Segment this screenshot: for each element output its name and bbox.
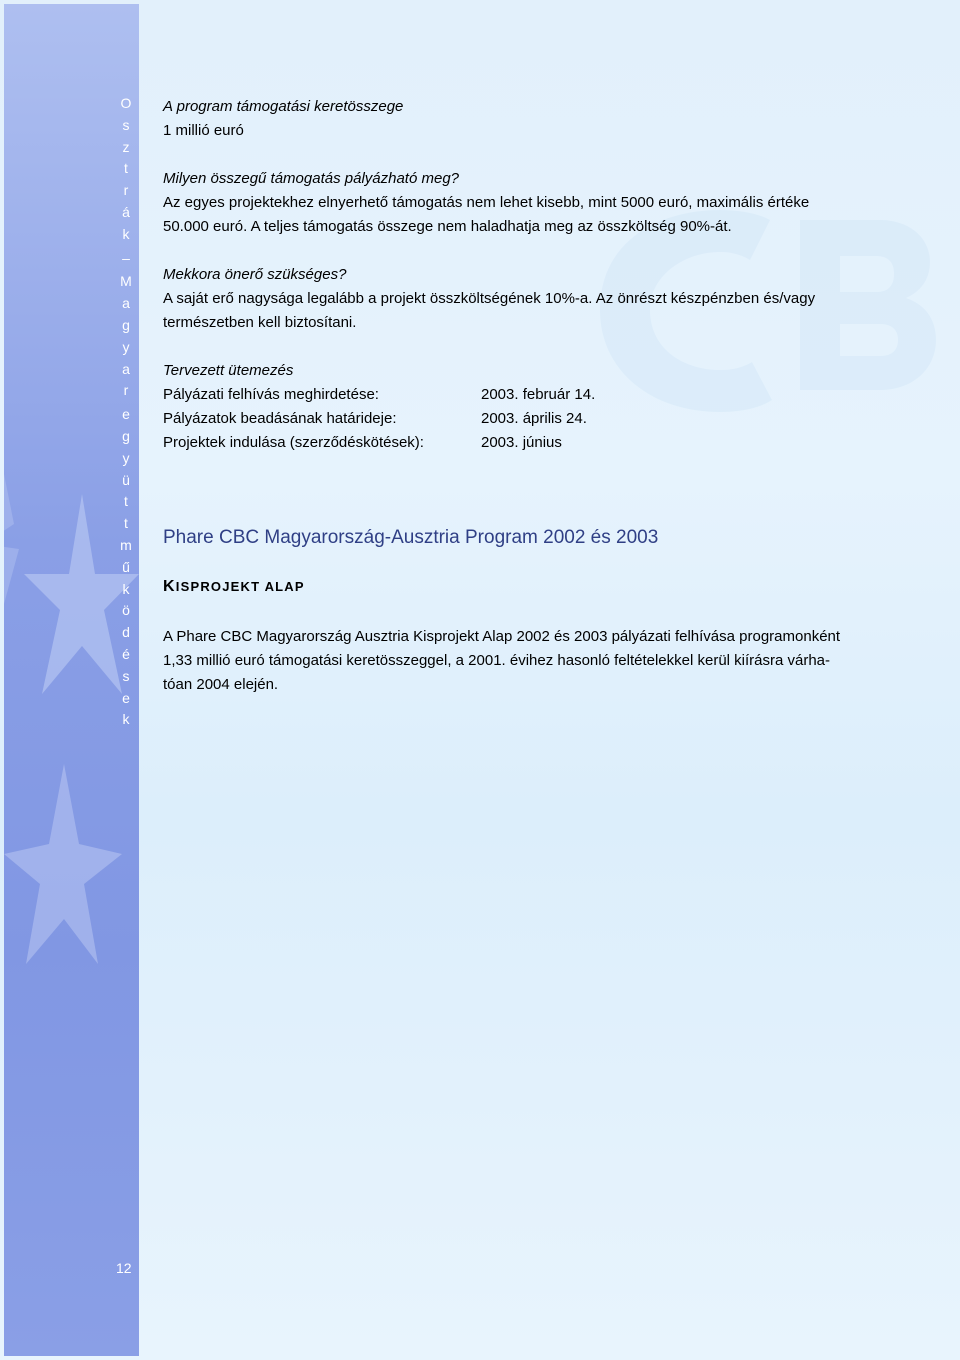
- schedule-date: 2003. február 14.: [481, 386, 596, 403]
- vertical-title-char: e: [122, 406, 130, 423]
- vertical-title-char: a: [122, 360, 130, 377]
- program-budget-heading: A program támogatási keretösszege: [163, 98, 404, 115]
- vertical-title-char: k: [122, 711, 130, 728]
- subtitle-rest: ISPROJEKT ALAP: [175, 579, 305, 594]
- section-paragraph-line: tóan 2004 elején.: [163, 676, 279, 693]
- schedule-label: Projektek indulása (szerződéskötések):: [163, 434, 424, 451]
- vertical-title-char: a: [122, 295, 130, 312]
- sidebar-band: [4, 4, 139, 1356]
- vertical-title-char: s: [122, 667, 130, 684]
- vertical-title-char: e: [122, 689, 130, 706]
- vertical-title-char: g: [122, 316, 130, 333]
- vertical-title-char: m: [120, 536, 132, 553]
- vertical-title-char: k: [122, 225, 130, 242]
- page-number: 12: [116, 1260, 132, 1276]
- vertical-title-char: y: [122, 449, 130, 466]
- program-budget-value: 1 millió euró: [163, 122, 244, 139]
- grant-amount-line: Az egyes projektekhez elnyerhető támogatás nem lehet kisebb, mint 5000 euró, maximális értéke: [163, 194, 810, 211]
- section-paragraph-line: 1,33 millió euró támogatási keretösszeggel, a 2001. évihez hasonló feltételekkel kerül kiírásra várha-: [163, 652, 831, 669]
- section-subtitle: [163, 575, 903, 599]
- vertical-title-char: t: [124, 160, 128, 177]
- schedule-heading: Tervezett ütemezés: [163, 362, 294, 379]
- vertical-title-char: é: [122, 645, 130, 662]
- vertical-title-char: ű: [122, 558, 130, 575]
- subtitle-initial: K: [163, 578, 176, 595]
- schedule-row: [163, 407, 903, 431]
- schedule-row: [163, 431, 903, 455]
- vertical-title-char: s: [122, 116, 130, 133]
- vertical-title-char: z: [122, 138, 130, 155]
- vertical-title-char: –: [122, 249, 130, 266]
- own-contribution-line: A saját erő nagysága legalább a projekt összköltségének 10%-a. Az önrészt készpénzben és/vagy: [163, 290, 816, 307]
- schedule-date: 2003. június: [481, 434, 562, 451]
- vertical-title-char: g: [122, 427, 130, 444]
- vertical-title-char: ö: [122, 602, 130, 619]
- vertical-title-char: O: [120, 95, 132, 111]
- schedule-date: 2003. április 24.: [481, 410, 587, 427]
- grant-amount-heading: Milyen összegű támogatás pályázható meg?: [163, 170, 460, 187]
- vertical-title-char: ü: [122, 471, 130, 488]
- schedule-label: Pályázatok beadásának határideje:: [163, 410, 397, 427]
- vertical-title-char: á: [122, 203, 130, 220]
- section-paragraph-line: A Phare CBC Magyarország Ausztria Kisprojekt Alap 2002 és 2003 pályázati felhívása programonként: [163, 628, 841, 645]
- vertical-title-char: d: [122, 624, 130, 641]
- schedule-label: Pályázati felhívás meghirdetése:: [163, 386, 379, 403]
- vertical-title-char: y: [122, 338, 130, 355]
- vertical-title-char: t: [124, 493, 128, 510]
- main-content: [163, 95, 903, 697]
- section-title: Phare CBC Magyarország-Ausztria Program 2002 és 2003: [163, 527, 659, 548]
- vertical-title: [116, 96, 136, 734]
- star-shape: [4, 764, 122, 964]
- own-contribution-line: természetben kell biztosítani.: [163, 314, 357, 331]
- star-shape: [4, 474, 19, 604]
- vertical-title-char: M: [120, 273, 132, 290]
- schedule-row: [163, 383, 903, 407]
- vertical-title-char: k: [122, 580, 130, 597]
- vertical-title-char: r: [123, 182, 129, 199]
- own-contribution-heading: Mekkora önerő szükséges?: [163, 266, 347, 283]
- vertical-title-char: t: [124, 515, 128, 532]
- grant-amount-line: 50.000 euró. A teljes támogatás összege nem haladhatja meg az összköltség 90%-át.: [163, 218, 732, 235]
- vertical-title-char: r: [123, 382, 129, 399]
